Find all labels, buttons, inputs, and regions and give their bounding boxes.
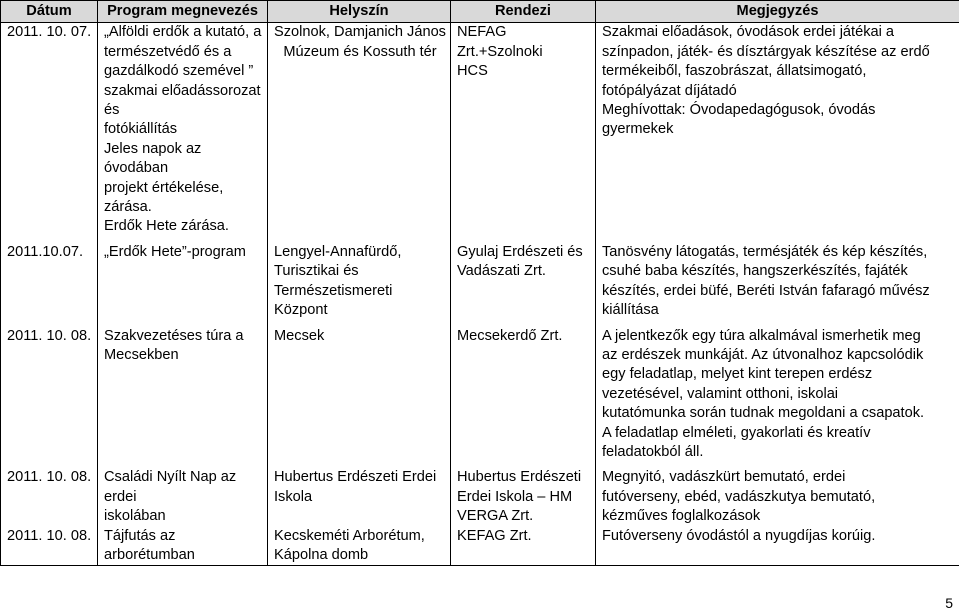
row-program: „Alföldi erdők a kutató, a természetvédő és a gazdálkodó szemével ” szakmai előadássorozat és fotókiállítás Jeles napok az óvodában projekt értékelése, zárása. Erdők Hete zárása. — [98, 23, 268, 243]
header-note: Megjegyzés — [596, 1, 959, 23]
table-header-row — [1, 1, 959, 23]
row-date: 2011. 10. 07. — [1, 23, 98, 243]
row-location: Szolnok, Damjanich János Múzeum és Kossuth tér — [268, 23, 451, 243]
row-organizer: Gyulaj Erdészeti és Vadászati Zrt. — [451, 243, 596, 327]
table-row — [1, 468, 959, 526]
row-organizer: KEFAG Zrt. — [451, 527, 596, 566]
table-row — [1, 527, 959, 566]
row-location: Kecskeméti Arborétum, Kápolna domb — [268, 527, 451, 566]
header-program: Program megnevezés — [98, 1, 268, 23]
row-note: Szakmai előadások, óvodások erdei játékai a színpadon, játék- és dísztárgyak készítése az erdő termékeiből, faszobrászat, állatsimogató, fotópályázat díjátadó Meghívottak: Óvodapedagógusok, óvodás gyermekek — [596, 23, 959, 243]
header-date: Dátum — [1, 1, 98, 23]
table-row — [1, 243, 959, 327]
row-date: 2011. 10. 08. — [1, 468, 98, 526]
row-organizer: Hubertus Erdészeti Erdei Iskola – HM VERGA Zrt. — [451, 468, 596, 526]
header-organizer: Rendezi — [451, 1, 596, 23]
row-location: Mecsek — [268, 327, 451, 469]
page-number: 5 — [945, 595, 953, 611]
row-date: 2011. 10. 08. — [1, 527, 98, 566]
row-organizer: Mecsekerdő Zrt. — [451, 327, 596, 469]
row-location: Lengyel-Annafürdő, Turisztikai és Természetismereti Központ — [268, 243, 451, 327]
row-location: Hubertus Erdészeti Erdei Iskola — [268, 468, 451, 526]
row-organizer: NEFAG Zrt.+Szolnoki HCS — [451, 23, 596, 243]
row-program: „Erdők Hete”-program — [98, 243, 268, 327]
row-note: Futóverseny óvodástól a nyugdíjas korúig. — [596, 527, 959, 566]
header-location: Helyszín — [268, 1, 451, 23]
row-date: 2011.10.07. — [1, 243, 98, 327]
table-row — [1, 327, 959, 469]
row-note: A jelentkezők egy túra alkalmával ismerhetik meg az erdészek munkáját. Az útvonalhoz kapcsolódik egy feladatlap, melyet kint terepen erdész vezetésével, valamint otthoni, iskolai kutatómunka során tudnak megoldani a csapatok. A feladatlap elméleti, gyakorlati és kreatív feladatokból áll. — [596, 327, 959, 469]
row-program: Szakvezetéses túra a Mecsekben — [98, 327, 268, 469]
row-program: Családi Nyílt Nap az erdei iskolában — [98, 468, 268, 526]
row-date: 2011. 10. 08. — [1, 327, 98, 469]
row-program: Tájfutás az arborétumban — [98, 527, 268, 566]
row-note: Tanösvény látogatás, termésjáték és kép készítés, csuhé baba készítés, hangszerkészítés, fajáték készítés, erdei büfé, Beréti István fafaragó művész kiállítása — [596, 243, 959, 327]
row-note: Megnyitó, vadászkürt bemutató, erdei futóverseny, ebéd, vadászkutya bemutató, kézműves foglalkozások — [596, 468, 959, 526]
table-row — [1, 23, 959, 243]
